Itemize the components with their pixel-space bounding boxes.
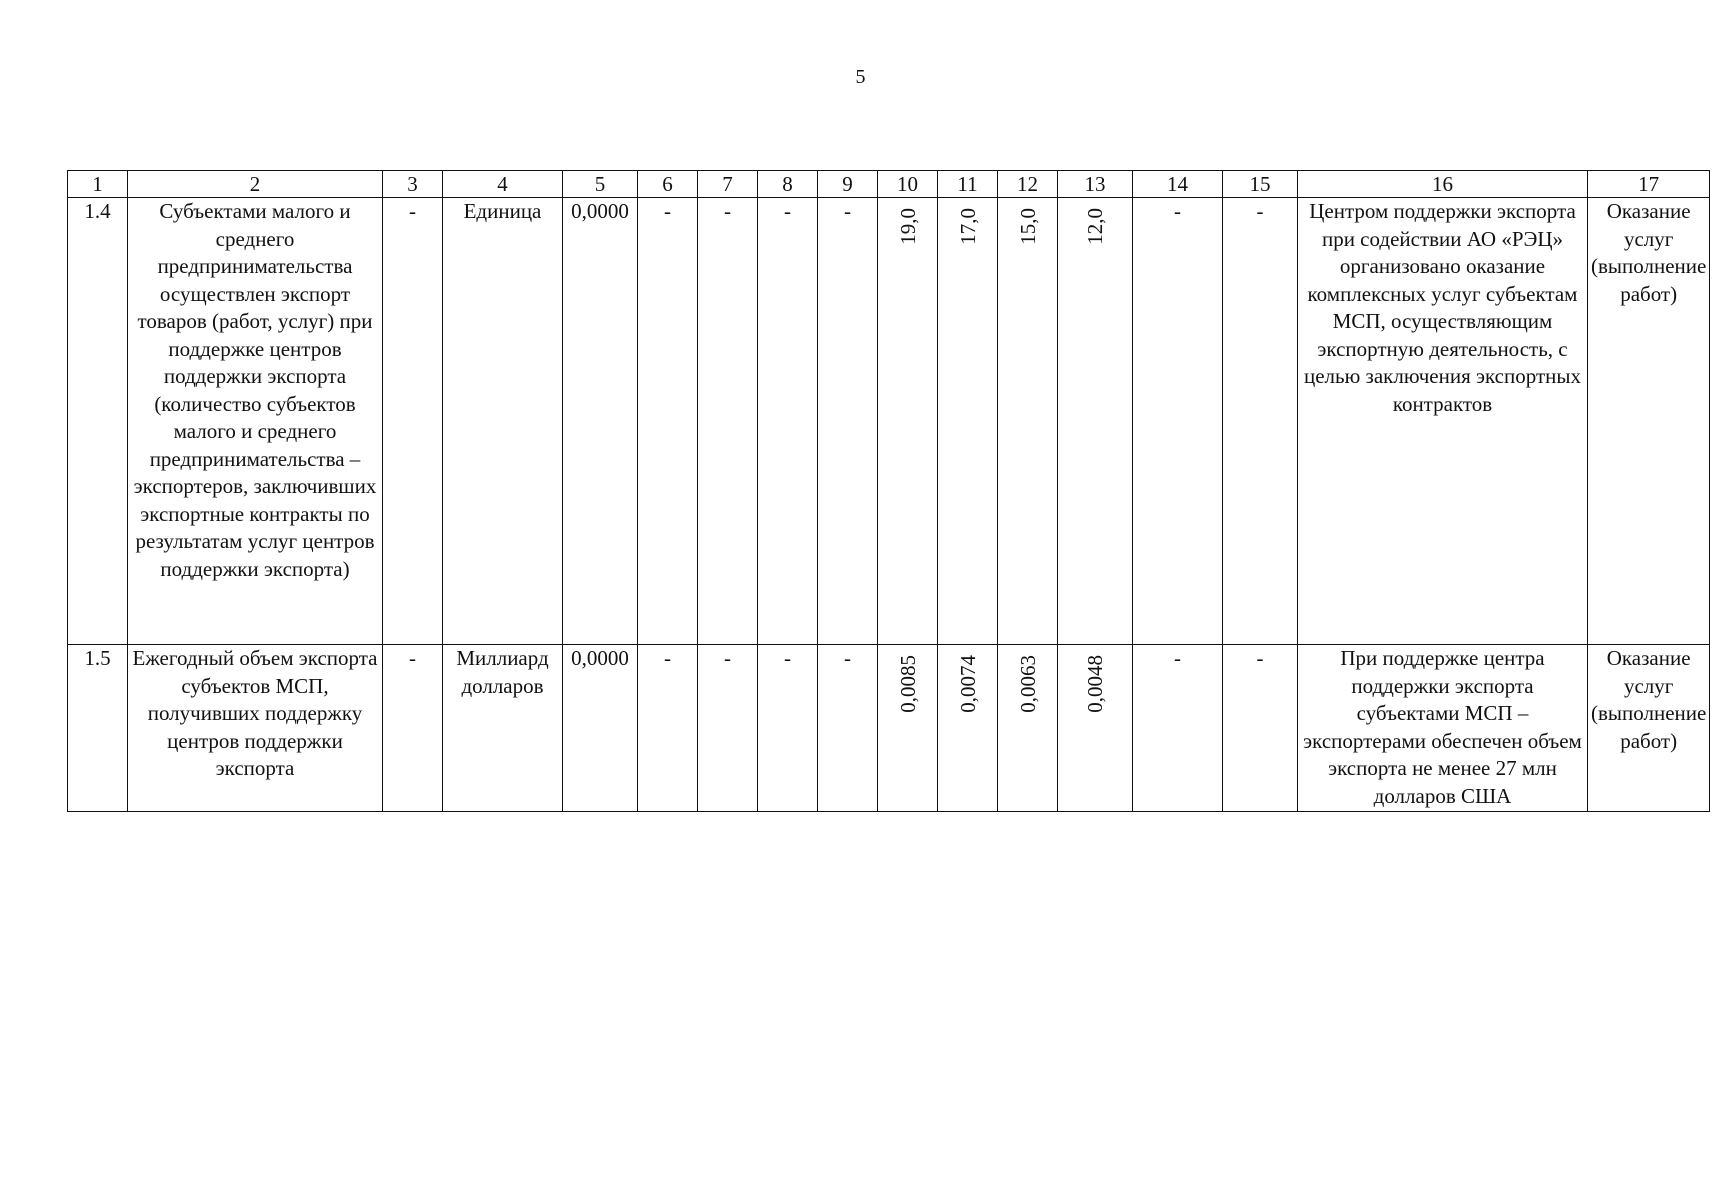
page-number: 5 <box>855 66 866 88</box>
cell-col14: - <box>1133 645 1223 812</box>
header-cell: 16 <box>1298 171 1588 198</box>
type-cell: Оказание услуг (выполнение работ) <box>1588 198 1710 645</box>
cell-col13 <box>1058 198 1133 645</box>
value-col11: 0,0074 <box>955 655 980 713</box>
cell-col10 <box>878 198 938 645</box>
header-cell: 14 <box>1133 171 1223 198</box>
cell-col9: - <box>818 198 878 645</box>
row-number: 1.5 <box>68 645 128 812</box>
header-cell: 7 <box>698 171 758 198</box>
cell-col3: - <box>383 645 443 812</box>
cell-col12 <box>998 645 1058 812</box>
cell-col13 <box>1058 645 1133 812</box>
cell-col11 <box>938 198 998 645</box>
header-cell: 4 <box>443 171 563 198</box>
base-value: 0,0000 <box>563 645 638 812</box>
cell-col6: - <box>638 645 698 812</box>
cell-col11 <box>938 645 998 812</box>
unit-cell: Миллиард долларов <box>443 645 563 812</box>
header-cell: 1 <box>68 171 128 198</box>
value-col12: 15,0 <box>1015 208 1040 245</box>
value-col11: 17,0 <box>955 208 980 245</box>
cell-col10 <box>878 645 938 812</box>
header-cell: 9 <box>818 171 878 198</box>
unit-cell: Единица <box>443 198 563 645</box>
header-cell: 17 <box>1588 171 1710 198</box>
header-cell: 8 <box>758 171 818 198</box>
header-cell: 13 <box>1058 171 1133 198</box>
cell-col15: - <box>1223 645 1298 812</box>
cell-col9: - <box>818 645 878 812</box>
header-cell: 5 <box>563 171 638 198</box>
header-cell: 2 <box>128 171 383 198</box>
base-value: 0,0000 <box>563 198 638 645</box>
value-col12: 0,0063 <box>1015 655 1040 713</box>
cell-col7: - <box>698 645 758 812</box>
table-row <box>68 645 1710 812</box>
cell-col3: - <box>383 198 443 645</box>
cell-col6: - <box>638 198 698 645</box>
value-col13: 12,0 <box>1083 208 1107 245</box>
cell-col8: - <box>758 645 818 812</box>
cell-col14: - <box>1133 198 1223 645</box>
header-cell: 3 <box>383 171 443 198</box>
cell-col7: - <box>698 198 758 645</box>
indicator-name: Субъектами малого и среднего предпринимательства осуществлен экспорт товаров (работ, услуг) при поддержке центров поддержки экспорта (количество субъектов малого и среднего предпринимательства – экспортеров, заключивших экспортные контракты по результатам услуг центров поддержки экспорта) <box>128 198 383 645</box>
table-header-row <box>68 171 1710 198</box>
header-cell: 11 <box>938 171 998 198</box>
cell-col8: - <box>758 198 818 645</box>
cell-col15: - <box>1223 198 1298 645</box>
type-cell: Оказание услуг (выполнение работ) <box>1588 645 1710 812</box>
result-cell: При поддержке центра поддержки экспорта субъектами МСП – экспортерами обеспечен объем экспорта не менее 27 млн долларов США <box>1298 645 1588 812</box>
result-cell: Центром поддержки экспорта при содействии АО «РЭЦ» организовано оказание комплексных услуг субъектам МСП, осуществляющим экспортную деятельность, с целью заключения экспортных контрактов <box>1298 198 1588 645</box>
header-cell: 6 <box>638 171 698 198</box>
header-cell: 12 <box>998 171 1058 198</box>
row-number: 1.4 <box>68 198 128 645</box>
value-col13: 0,0048 <box>1083 655 1107 713</box>
cell-col12 <box>998 198 1058 645</box>
indicator-name: Ежегодный объем экспорта субъектов МСП, получивших поддержку центров поддержки экспорта <box>128 645 383 812</box>
value-col10: 19,0 <box>895 208 920 245</box>
indicators-table <box>67 170 1710 812</box>
header-cell: 10 <box>878 171 938 198</box>
value-col10: 0,0085 <box>895 655 920 713</box>
table-row <box>68 198 1710 645</box>
header-cell: 15 <box>1223 171 1298 198</box>
